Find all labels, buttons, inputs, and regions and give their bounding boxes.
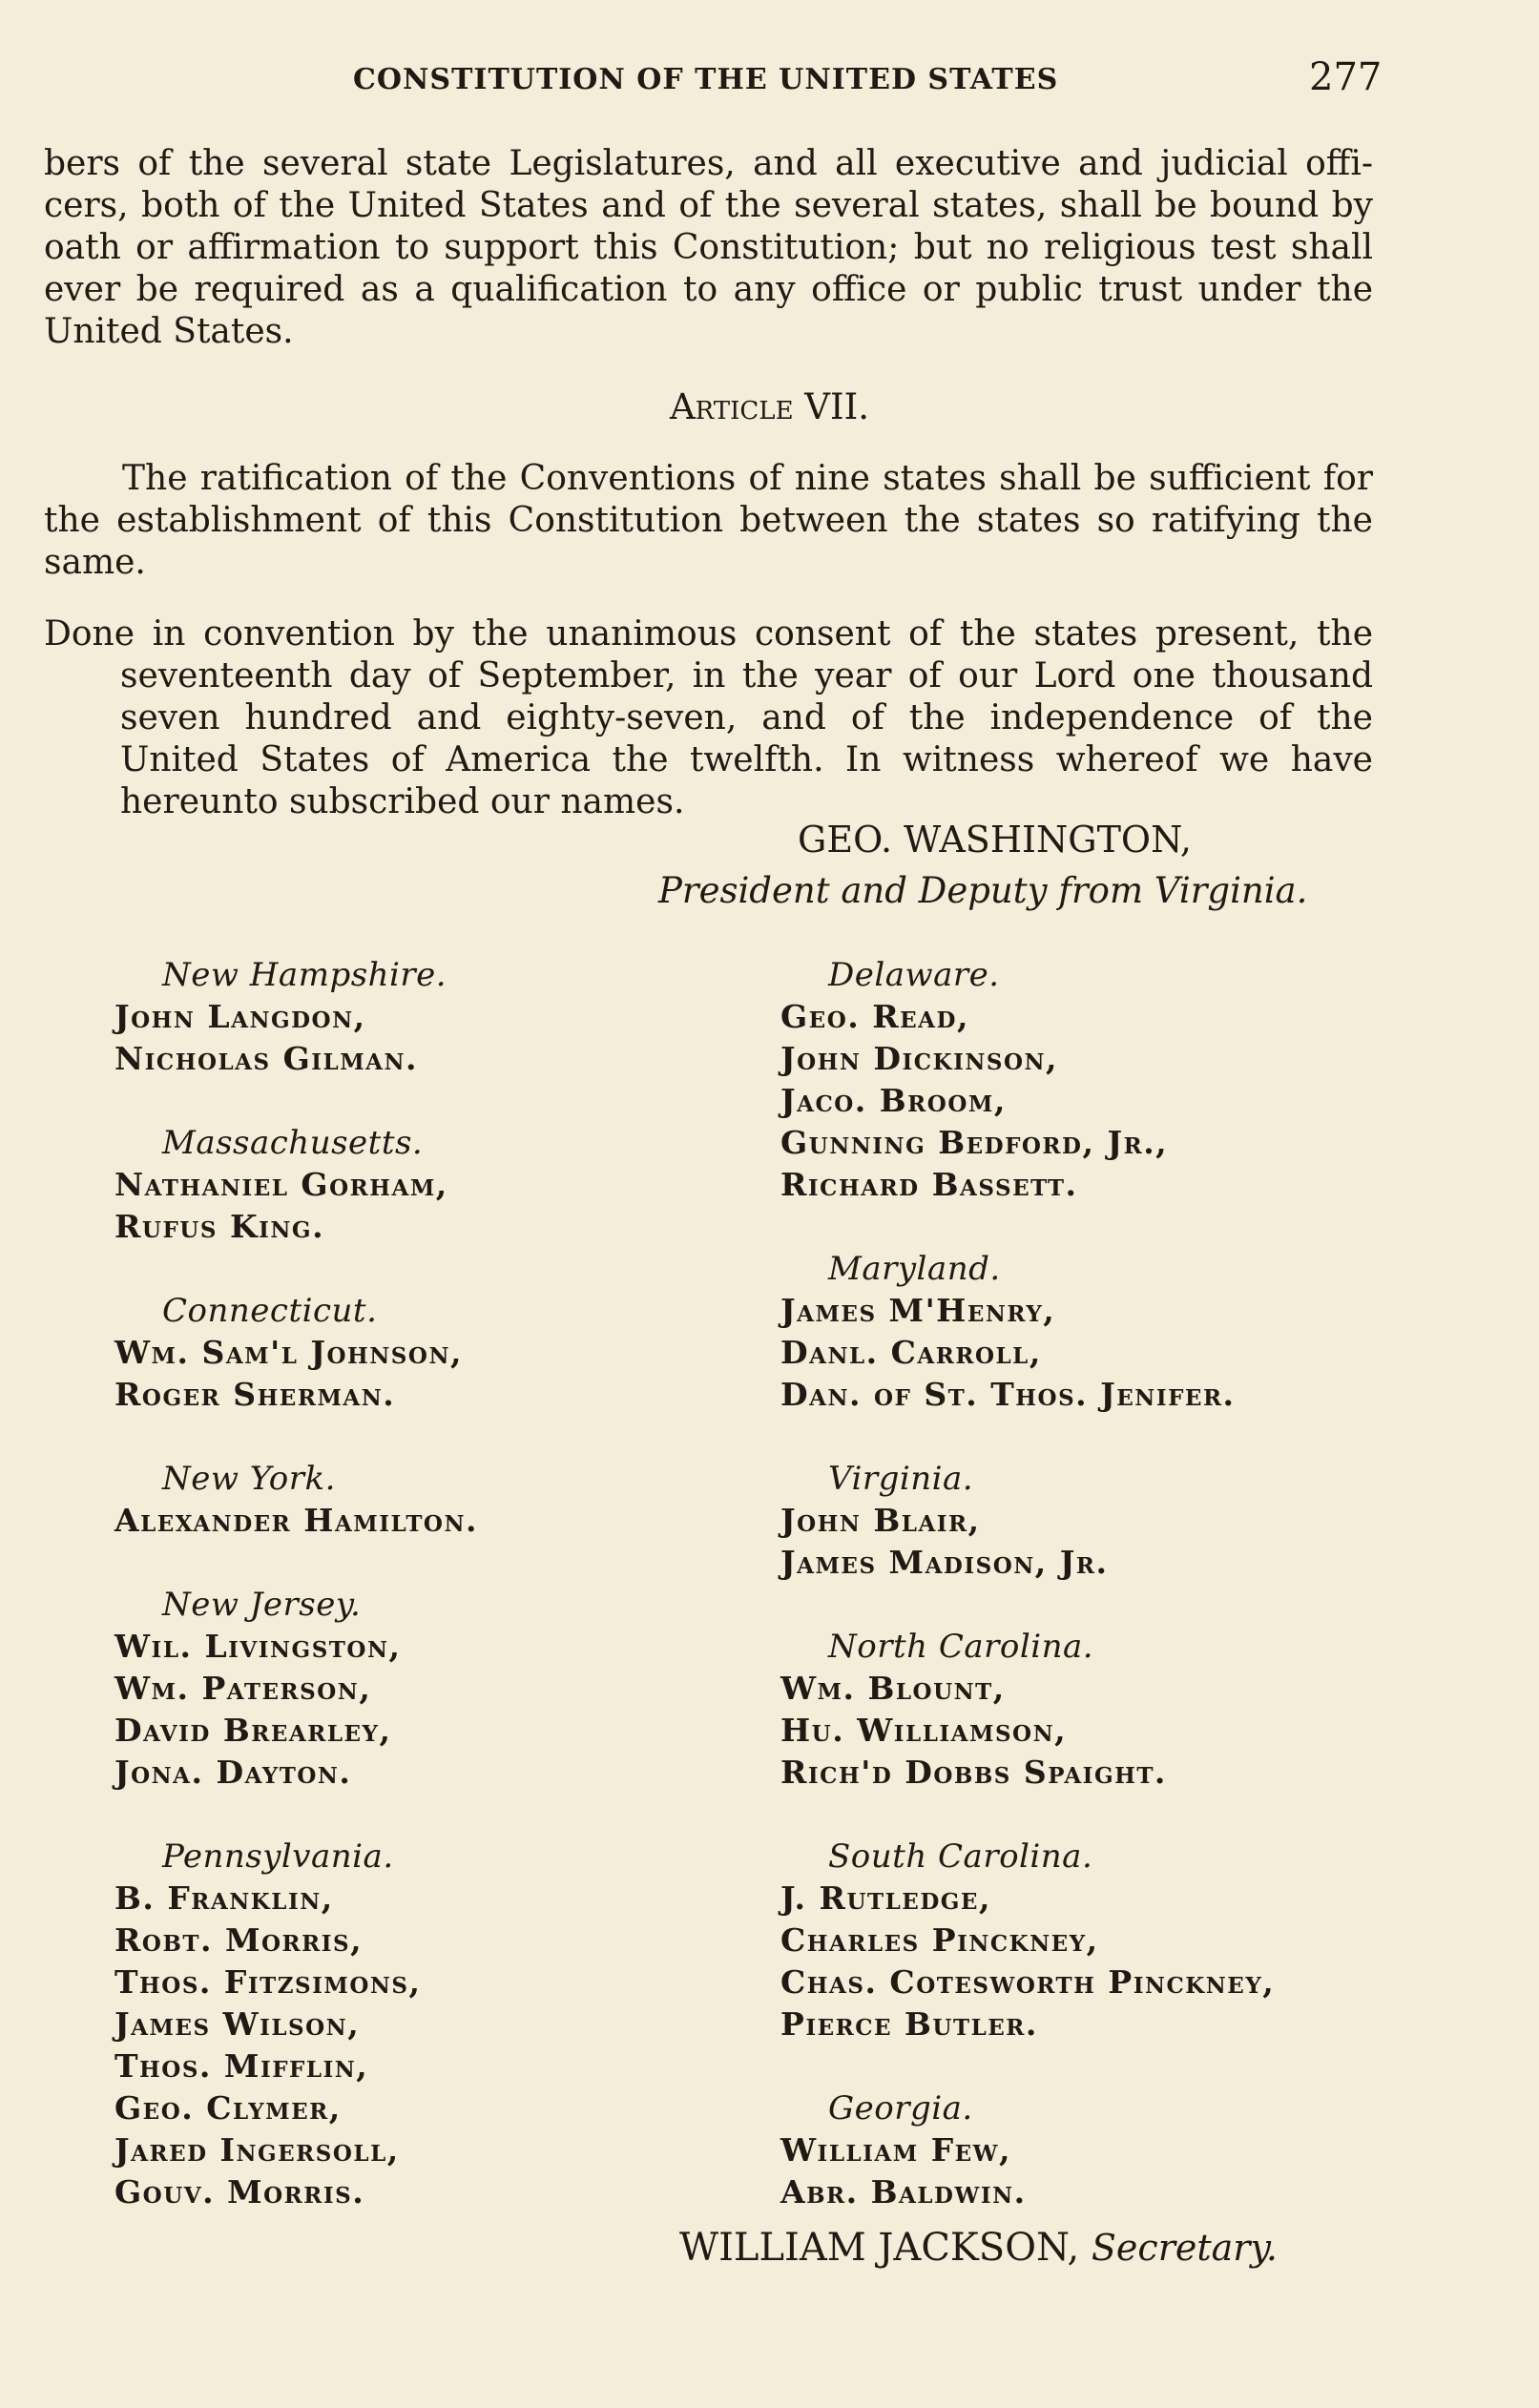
signer-name: Dan. of St. Thos. Jenifer.	[780, 1376, 1236, 1413]
state-name: North Carolina.	[828, 1628, 1094, 1666]
state-name: Pennsylvania.	[162, 1837, 394, 1876]
signer-name: Charles Pinckney,	[780, 1921, 1099, 1959]
signer-name: Gunning Bedford, Jr.,	[780, 1124, 1169, 1161]
signer-name: B. Franklin,	[114, 1879, 334, 1917]
signer-name: Geo. Clymer,	[114, 2089, 342, 2127]
signer-name: John Dickinson,	[780, 1040, 1059, 1077]
state-name: Virginia.	[828, 1460, 974, 1498]
signer-name: Wm. Sam'l Johnson,	[114, 1334, 463, 1371]
signer-name: John Langdon,	[114, 998, 366, 1035]
signer-name: William Few,	[780, 2131, 1011, 2169]
state-name: Massachusetts.	[162, 1124, 424, 1162]
signer-name: Geo. Read,	[780, 998, 969, 1035]
running-head	[0, 55, 1539, 103]
president-role: President and Deputy from Virginia.	[658, 870, 1308, 911]
signer-name: Richard Bassett.	[780, 1166, 1078, 1203]
signer-name: Robt. Morris,	[114, 1921, 364, 1959]
state-delegation	[780, 2087, 1275, 2213]
signers-column-right	[780, 954, 1275, 2255]
state-delegation	[114, 1458, 478, 1542]
state-name: New York.	[162, 1460, 336, 1498]
state-name: South Carolina.	[828, 1837, 1093, 1876]
signer-name: Thos. Mifflin,	[114, 2047, 369, 2085]
signer-name: Rufus King.	[114, 1208, 325, 1245]
state-delegation	[780, 1836, 1275, 2045]
state-delegation	[114, 1122, 478, 1248]
signer-name: Pierce Butler.	[780, 2005, 1038, 2043]
signer-name: Gouv. Morris.	[114, 2173, 365, 2211]
signer-name: Alexander Hamilton.	[114, 1502, 478, 1539]
running-title: CONSTITUTION OF THE UNITED STATES	[353, 63, 1059, 96]
article-heading	[0, 386, 1539, 427]
signer-name: Wil. Livingston,	[114, 1628, 402, 1665]
signer-name: Nicholas Gilman.	[114, 1040, 419, 1077]
signer-name: Wm. Paterson,	[114, 1670, 372, 1707]
state-delegation	[780, 1626, 1275, 1794]
signer-name: Danl. Carroll,	[780, 1334, 1042, 1371]
signer-name: Thos. Fitzsimons,	[114, 1963, 422, 2001]
signer-name: Abr. Baldwin.	[780, 2173, 1027, 2211]
state-name: Georgia.	[828, 2089, 973, 2128]
state-name: New Hampshire.	[162, 956, 447, 994]
president-signature: GEO. WASHINGTON,	[798, 819, 1192, 861]
secretary-role: Secretary.	[1091, 2227, 1278, 2269]
state-delegation	[114, 1584, 478, 1794]
signer-name: Jona. Dayton.	[114, 1754, 352, 1791]
paragraph-done-in-convention: Done in convention by the unanimous consent of the states present, the seventeenth day of September, in the year of our Lord one thousand seven hundred and eighty-seven, and of the independence of the United States of America the twelfth. In witness whereof we have hereunto subscribed our names.	[44, 614, 1373, 821]
secretary-signature	[679, 2226, 1278, 2270]
signer-name: Rich'd Dobbs Spaight.	[780, 1754, 1167, 1791]
state-name: Connecticut.	[162, 1292, 378, 1330]
signer-name: Nathaniel Gorham,	[114, 1166, 448, 1203]
signer-name: James Madison, Jr.	[780, 1544, 1109, 1581]
signer-name: James M'Henry,	[780, 1292, 1056, 1329]
signer-name: John Blair,	[780, 1502, 981, 1539]
state-delegation	[114, 1836, 478, 2213]
signer-name: J. Rutledge,	[780, 1879, 991, 1917]
state-name: Delaware.	[828, 956, 1000, 994]
signer-name: James Wilson,	[114, 2005, 361, 2043]
signer-name: Roger Sherman.	[114, 1376, 396, 1413]
article-heading-text: Article VII.	[669, 386, 870, 427]
signer-name: David Brearley,	[114, 1712, 392, 1749]
signer-name: Jared Ingersoll,	[114, 2131, 400, 2169]
state-delegation	[114, 954, 478, 1080]
page-number: 277	[1309, 55, 1383, 99]
state-delegation	[780, 1458, 1275, 1584]
state-delegation	[780, 954, 1275, 1206]
secretary-name: WILLIAM JACKSON,	[679, 2226, 1080, 2270]
state-name: Maryland.	[828, 1250, 1001, 1288]
signer-name: Hu. Williamson,	[780, 1712, 1068, 1749]
state-delegation	[114, 1290, 478, 1416]
signer-name: Chas. Cotesworth Pinckney,	[780, 1963, 1276, 2001]
signer-name: Jaco. Broom,	[780, 1082, 1007, 1119]
paragraph-article-vii: The ratification of the Conventions of nine states shall be sufficient for the establishment of this Constitution between the states so ratifying the same.	[44, 459, 1373, 582]
signer-name: Wm. Blount,	[780, 1670, 1006, 1707]
signers-column-left	[114, 954, 478, 2255]
paragraph-article-vi-continuation: bers of the several state Legislatures, and all executive and judicial offi- cers, both of the United States and of the several states, shall be bound by oath or affirmation to support this Constitution; but no religious test shall ever be required as a qualification to any office or public trust under the United States.	[44, 144, 1373, 351]
state-delegation	[780, 1248, 1275, 1416]
state-name: New Jersey.	[162, 1586, 362, 1624]
